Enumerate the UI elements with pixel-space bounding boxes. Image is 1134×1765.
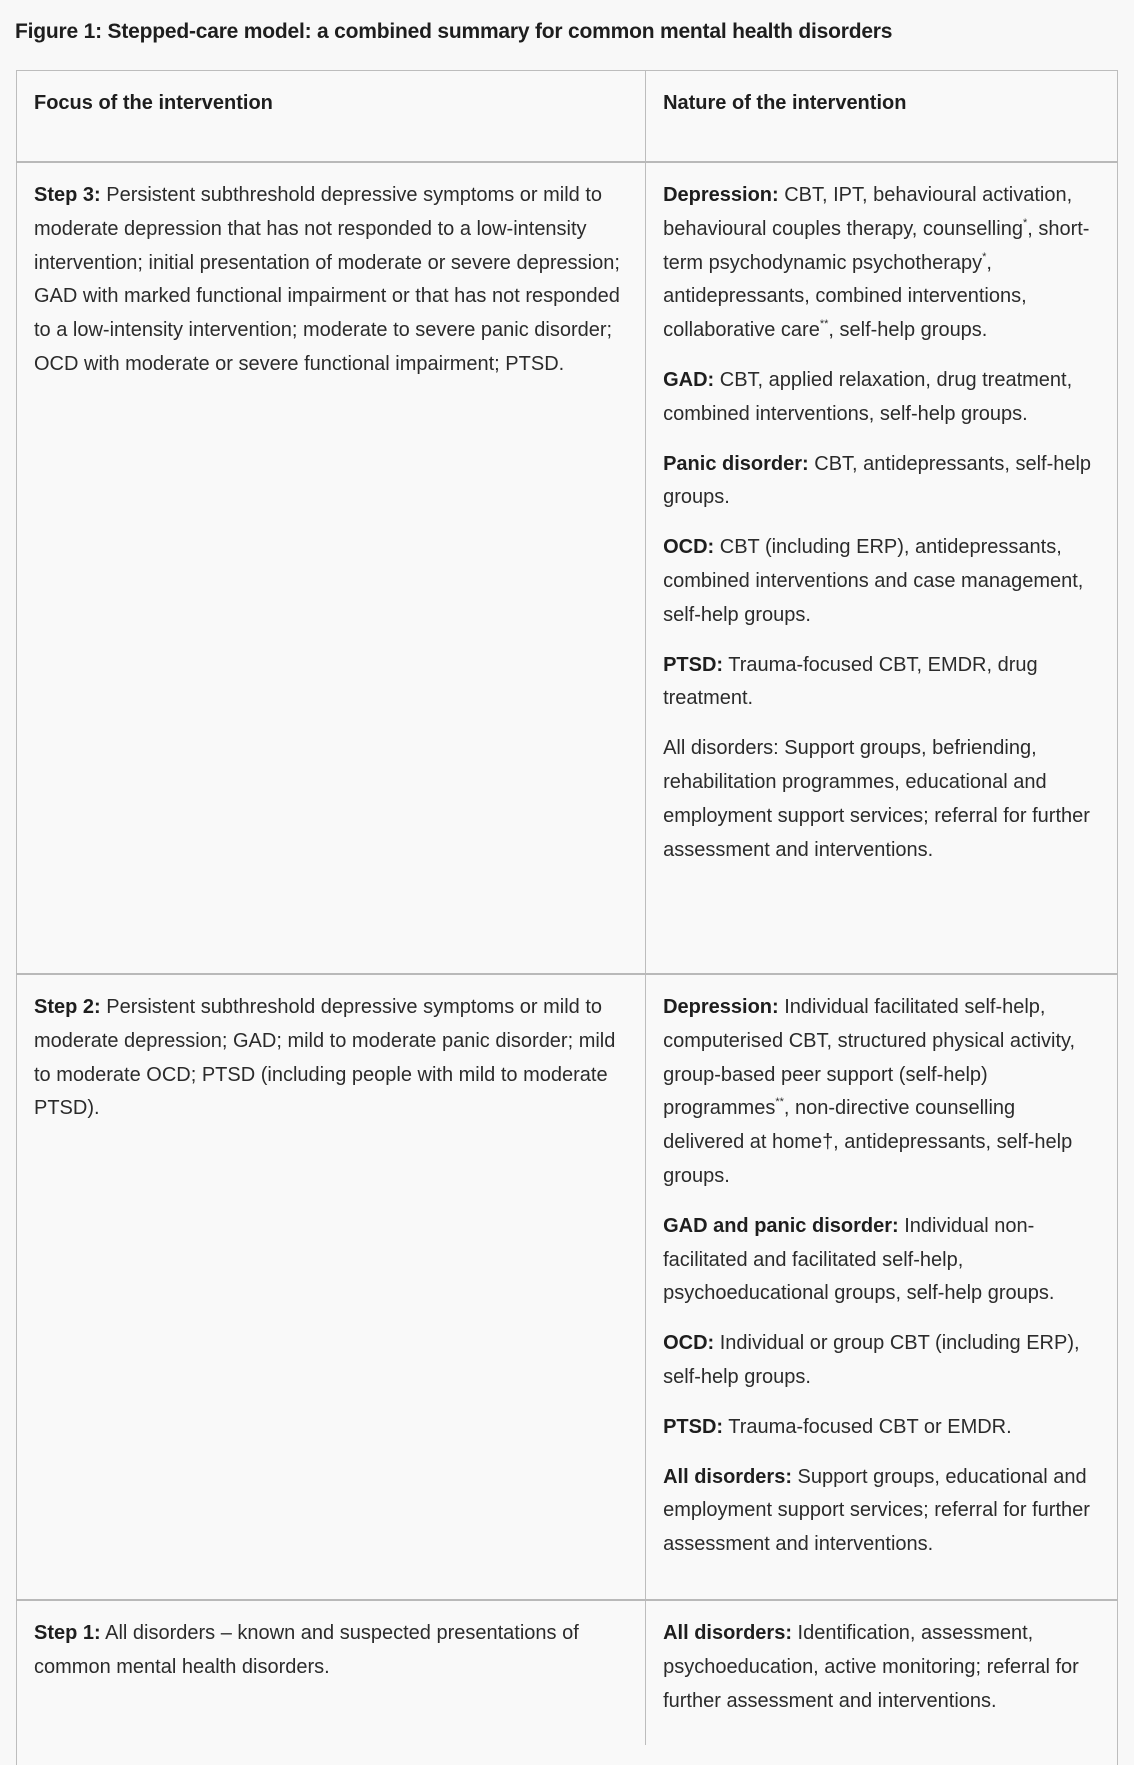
- nature-text: , short-term psychodynamic psychotherapy: [663, 217, 1090, 274]
- nature-item-all-disorders: [663, 1617, 1100, 1718]
- header-focus-label: Focus of the intervention: [34, 92, 273, 114]
- focus-text: Persistent subthreshold depressive symptoms or mild to moderate depression; GAD; mild to moderate panic disorder; mild to moderate OCD; PTSD (including people with mild to moderate PTSD).: [34, 996, 616, 1120]
- header-nature-label: Nature of the intervention: [663, 92, 907, 114]
- nature-text: All disorders: Support groups, befriending, rehabilitation programmes, educational and employment support services; referral for further assessment and interventions.: [663, 737, 1090, 861]
- nature-text: , antidepressants, combined interventions, collaborative care: [663, 251, 1027, 342]
- stepped-care-table: [16, 70, 1118, 1754]
- nature-cell: [646, 1600, 1118, 1754]
- table-continuation: [16, 1745, 1118, 1765]
- nature-item-all-disorders: [663, 732, 1100, 867]
- table-row-step-2: [17, 974, 1118, 1600]
- table-header-row: [17, 71, 1118, 163]
- nature-text: Support groups, educational and employment support services; referral for further assessment and interventions.: [663, 1465, 1090, 1556]
- header-nature: [646, 71, 1118, 163]
- nature-cell: [646, 162, 1118, 974]
- focus-cell: [17, 162, 646, 974]
- footnote-marker: **: [775, 1096, 784, 1109]
- nature-item-label: GAD:: [663, 368, 715, 391]
- nature-item-label: PTSD:: [663, 1415, 724, 1438]
- focus-cell: [17, 1600, 646, 1754]
- nature-text: Identification, assessment, psychoeducation, active monitoring; referral for further assessment and interventions.: [663, 1622, 1079, 1712]
- nature-item-ptsd: [663, 649, 1100, 717]
- nature-item-label: Panic disorder:: [663, 452, 809, 475]
- nature-item-depression: [663, 179, 1100, 348]
- nature-text: CBT, applied relaxation, drug treatment, combined interventions, self-help groups.: [663, 368, 1073, 425]
- step-label: Step 1:: [34, 1622, 101, 1644]
- nature-item-label: OCD:: [663, 536, 715, 559]
- nature-item-depression: [663, 991, 1100, 1194]
- nature-text: Trauma-focused CBT, EMDR, drug treatment.: [663, 653, 1038, 710]
- footnote-marker: *: [1022, 216, 1028, 229]
- nature-text: Individual facilitated self-help, computerised CBT, structured physical activity, group-based peer support (self-help) programmes: [663, 996, 1076, 1120]
- nature-text: Individual non-facilitated and facilitated self-help, psychoeducational groups, self-help groups.: [663, 1214, 1055, 1305]
- nature-text: CBT (including ERP), antidepressants, combined interventions and case management, self-help groups.: [663, 536, 1084, 626]
- figure-title: Figure 1: Stepped-care model: a combined summary for common mental health disorders: [15, 20, 893, 43]
- nature-text: CBT, IPT, behavioural activation, behavioural couples therapy, counselling: [663, 184, 1073, 240]
- nature-text: , self-help groups.: [828, 319, 988, 342]
- nature-text: , non-directive counselling delivered at home†, antidepressants, self-help groups.: [663, 1097, 1073, 1187]
- nature-text: Trauma-focused CBT or EMDR.: [723, 1415, 1012, 1438]
- step-label: Step 3:: [34, 184, 101, 206]
- focus-text: All disorders – known and suspected presentations of common mental health disorders.: [34, 1622, 579, 1678]
- nature-cell: [646, 974, 1118, 1600]
- step-label: Step 2:: [34, 996, 101, 1018]
- focus-cell: [17, 974, 646, 1600]
- nature-text: CBT, antidepressants, self-help groups.: [663, 452, 1092, 509]
- nature-item-ocd: [663, 1327, 1100, 1395]
- nature-item-label: PTSD:: [663, 653, 724, 676]
- focus-text: Persistent subthreshold depressive symptoms or mild to moderate depression that has not responded to a low-intensity intervention; initial presentation of moderate or severe depression; GAD with marked functional impairment or that has not responded to a low-intensity intervention; moderate to severe panic disorder; OCD with moderate or severe functional impairment; PTSD.: [34, 184, 620, 375]
- nature-item-gad: [663, 364, 1100, 432]
- nature-item-label: GAD and panic disorder:: [663, 1214, 899, 1237]
- nature-item-label: OCD:: [663, 1332, 715, 1355]
- nature-item-label: All disorders:: [663, 1465, 792, 1488]
- nature-item-ocd: [663, 531, 1100, 632]
- footnote-marker: *: [982, 250, 987, 263]
- nature-item-label: All disorders:: [663, 1622, 792, 1644]
- nature-item-gad-panic: [663, 1210, 1100, 1311]
- header-focus: [17, 71, 646, 163]
- footnote-marker: **: [819, 318, 829, 331]
- table-row-step-1: [17, 1600, 1118, 1754]
- nature-item-all-disorders: [663, 1461, 1100, 1562]
- nature-item-label: Depression:: [663, 184, 779, 206]
- nature-item-ptsd: [663, 1411, 1100, 1445]
- table-row-step-3: [17, 162, 1118, 974]
- nature-item-label: Depression:: [663, 996, 779, 1018]
- nature-item-panic: [663, 448, 1100, 516]
- nature-text: Individual or group CBT (including ERP), self-help groups.: [663, 1332, 1080, 1388]
